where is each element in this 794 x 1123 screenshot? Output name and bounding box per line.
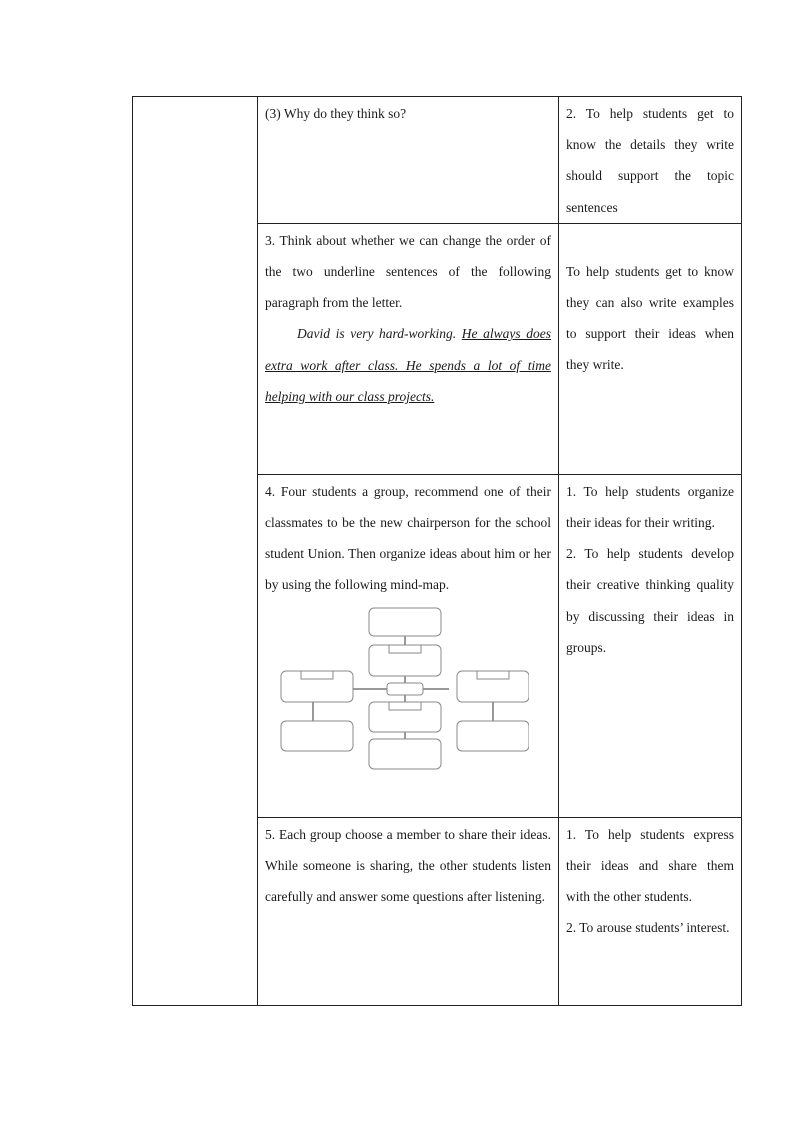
activity-cell [258,223,559,474]
purpose-cell [559,817,742,1005]
purpose-cell [559,223,742,474]
paragraph-underlined-sentences: He always does extra work after class. He spends a lot of time helping with our class projects. [265,326,551,404]
activity-cell [258,97,559,224]
purpose-text: To help students get to know they can also write examples to support their ideas when they write. [566,263,734,373]
activity-cell [258,474,559,817]
purpose-text: 1. To help students organize their ideas for their writing. [566,483,734,531]
purpose-text: 2. To arouse students’ interest. [566,920,730,936]
purpose-text: 1. To help students express their ideas and share them with the other students. [566,826,734,905]
mind-map-box [457,721,529,751]
activity-text: 5. Each group choose a member to share their ideas. While someone is sharing, the other students listen carefully and answer some questions after listening. [265,826,551,905]
mind-map-center-box [387,683,423,695]
paragraph-plain-sentence: David is very hard-working. [297,326,457,342]
purpose-cell [559,474,742,817]
table-row [133,97,742,224]
mind-map-label-slot [389,645,421,653]
mind-map-label-slot [477,671,509,679]
mind-map-diagram [275,605,529,771]
activity-cell [258,817,559,1005]
mind-map-box [369,739,441,769]
activity-text: 4. Four students a group, recommend one of their classmates to be the new chairperson for the school student Union. Then organize ideas about him or her by using the following mind-map. [265,483,551,593]
mind-map-label-slot [389,702,421,710]
stage-column-cell [133,97,258,1006]
activity-text: (3) Why do they think so? [265,106,407,121]
purpose-text: 2. To help students develop their creative thinking quality by discussing their ideas in groups. [566,546,734,655]
purpose-cell [559,97,742,224]
lesson-plan-table [132,96,742,1006]
purpose-text: 2. To help students get to know the details they write should support the topic sentences [566,106,734,215]
mind-map-box [369,608,441,636]
example-paragraph [265,318,551,412]
mind-map-box [281,721,353,751]
activity-text: 3. Think about whether we can change the order of the two underline sentences of the following paragraph from the letter. [265,232,551,311]
mind-map-label-slot [301,671,333,679]
